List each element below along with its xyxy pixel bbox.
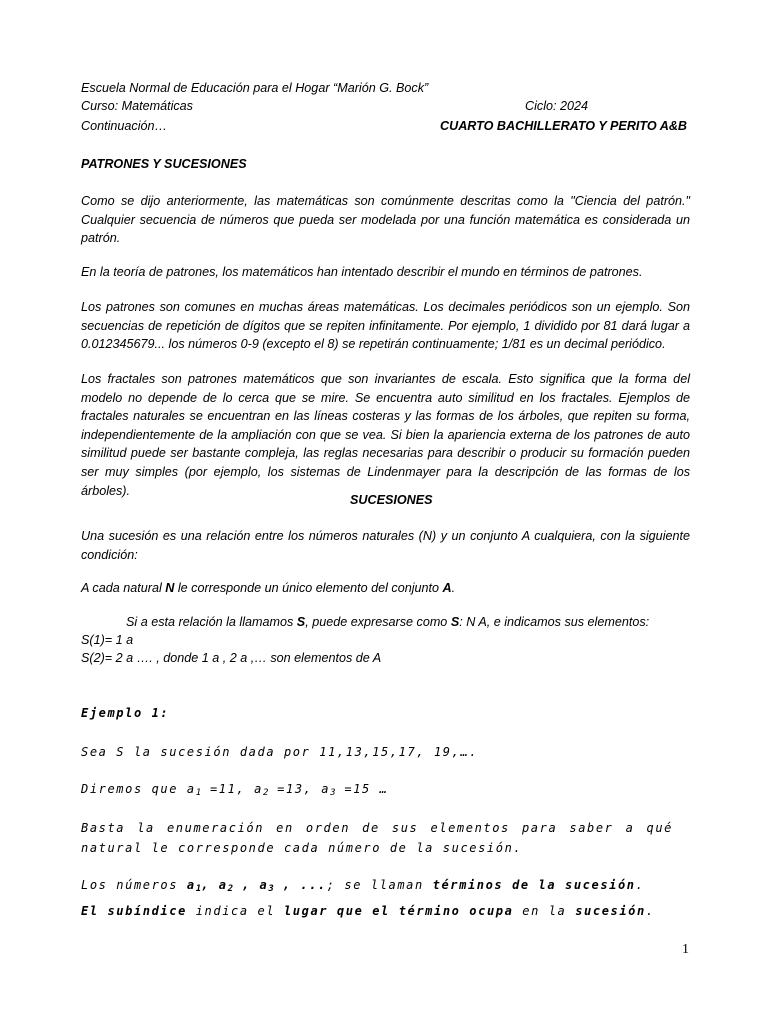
relation-text-2: , puede expresarse como bbox=[305, 615, 451, 629]
continuation-label: Continuación… bbox=[81, 119, 168, 133]
relation-s1: S bbox=[296, 615, 306, 629]
relation-end: : N A, e indicamos sus elementos: bbox=[459, 615, 650, 629]
relation-text: Si a esta relación la llamamos bbox=[126, 615, 297, 629]
relation-s2: S bbox=[450, 615, 460, 629]
rule-end: . bbox=[451, 581, 456, 595]
subindex-end: . bbox=[645, 904, 655, 918]
terms-text: Los números bbox=[81, 878, 187, 892]
paragraph-4: Los fractales son patrones matemáticos que son invariantes de escala. Esto significa que la forma del modelo no depende de lo cerca que se mire. Se encuentra auto similitud en los fractales. Ejemplos de fractales naturales se encuentran en las líneas costeras y las formas de los árboles, que repiten su forma, independientemente de la ampliación con que se vea. Si bien la apariencia externa de los patrones de auto similitud puede ser bastante compleja, las reglas necesarias para describir o producir su formación pueden ser muy simples (por ejemplo, los sistemas de Lindenmayer para la descripción de las formas de los árboles). bbox=[81, 372, 690, 498]
terms-end: . bbox=[635, 878, 645, 892]
s1-line: S(1)= 1 a bbox=[81, 633, 134, 647]
relation-line bbox=[126, 613, 649, 632]
page-number: 1 bbox=[682, 942, 689, 957]
school-name: Escuela Normal de Educación para el Hogar “Marión G. Bock” bbox=[81, 81, 429, 95]
cycle-label: Ciclo: 2024 bbox=[525, 99, 589, 113]
diremos-text: Diremos que a bbox=[81, 782, 196, 796]
subindex-text: indica el bbox=[186, 904, 284, 918]
rule-n: N bbox=[165, 581, 175, 595]
course-label: Curso: Matemáticas bbox=[81, 99, 193, 113]
paragraph-1: Como se dijo anteriormente, las matemáticas son comúnmente descritas como la "Ciencia del patrón." Cualquier secuencia de números que pueda ser modelada por una función matemática es considerada un patrón. bbox=[81, 194, 690, 246]
grade-label: CUARTO BACHILLERATO Y PERITO A&B bbox=[440, 119, 688, 133]
subindex-bold: El subíndice bbox=[81, 904, 187, 918]
s2-line: S(2)= 2 a …. , donde 1 a , 2 a ,… son elementos de A bbox=[81, 651, 382, 665]
example-diremos bbox=[81, 780, 389, 803]
paragraph-2: En la teoría de patrones, los matemáticos han intentado describir el mundo en términos de patrones. bbox=[81, 265, 643, 279]
a3-subscript: 3 bbox=[330, 788, 336, 798]
terms-bold: términos de la sucesión bbox=[432, 878, 636, 892]
paragraph-3: Los patrones son comunes en muchas áreas matemáticas. Los decimales periódicos son un ejemplo. Son secuencias de repetición de dígitos que se repiten infinitamente. Por ejemplo, 1 dividido por 81 dará lugar a 0.012345679... los números 0-9 (excepto el 8) se repetirán continuamente; 1/81 es un decimal periódico. bbox=[81, 300, 690, 352]
subtitle-sucesiones: SUCESIONES bbox=[350, 493, 433, 507]
rule-a: A bbox=[442, 581, 452, 595]
subindex-text-2: en la bbox=[513, 904, 576, 918]
definition-paragraph: Una sucesión es una relación entre los números naturales (N) y un conjunto A cualquiera, con la siguiente condición: bbox=[81, 529, 690, 562]
rule-line bbox=[81, 579, 455, 598]
rule-text: A cada natural bbox=[81, 581, 166, 595]
section-title: PATRONES Y SUCESIONES bbox=[81, 157, 247, 171]
terms-list: $a_1$, $a_2$ , $a_3$ , ... bbox=[186, 878, 327, 894]
terms-mid: ; se llaman bbox=[326, 878, 433, 892]
example-terms bbox=[81, 876, 644, 899]
example-sequence: Sea S la sucesión dada por 11,13,15,17, 19,…. bbox=[81, 745, 479, 759]
subindex-bold-3: sucesión bbox=[575, 904, 646, 918]
a1-subscript: 1 bbox=[195, 788, 202, 798]
subindex-bold-2: lugar que el término ocupa bbox=[283, 904, 514, 918]
a2-value: =13, a bbox=[268, 782, 331, 796]
example-title: Ejemplo 1: bbox=[81, 706, 170, 720]
example-basta: Basta la enumeración en orden de sus elementos para saber a qué natural le corresponde cada número de la sucesión. bbox=[81, 821, 673, 855]
example-subindex bbox=[81, 902, 655, 921]
rule-text-2: le corresponde un único elemento del conjunto bbox=[174, 581, 443, 595]
a2-subscript: 2 bbox=[262, 788, 269, 798]
a3-value: =15 … bbox=[335, 782, 389, 796]
a1-value: =11, a bbox=[201, 782, 263, 796]
